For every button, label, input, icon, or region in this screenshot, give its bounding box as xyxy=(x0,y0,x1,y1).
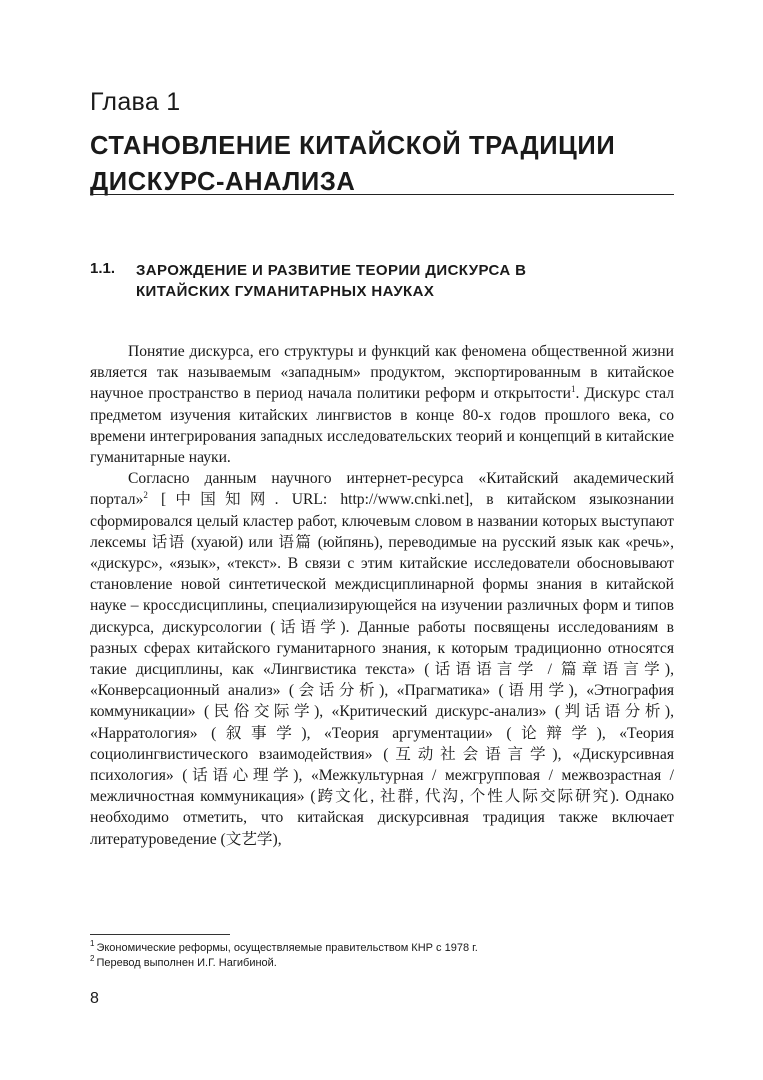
chapter-title: СТАНОВЛЕНИЕ КИТАЙСКОЙ ТРАДИЦИИ ДИСКУРС-АНАЛИЗА xyxy=(90,132,616,196)
chapter-label: Глава 1 xyxy=(90,88,181,116)
footnote-text: Перевод выполнен И.Г. Нагибиной. xyxy=(96,957,277,969)
paragraph-1 xyxy=(90,341,674,468)
footnote-2 xyxy=(90,956,674,971)
body-text xyxy=(90,341,674,850)
paragraph-2-text-a: Согласно данным научного интернет-ресурса «Китайский академический портал» xyxy=(90,470,674,509)
paragraph-2 xyxy=(90,468,674,850)
footnote-text: Экономические реформы, осуществляемые правительством КНР с 1978 г. xyxy=(96,942,478,954)
section-title: ЗАРОЖДЕНИЕ И РАЗВИТИЕ ТЕОРИИ ДИСКУРСА В КИТАЙСКИХ ГУМАНИТАРНЫХ НАУКАХ xyxy=(136,262,527,300)
footnote-divider xyxy=(90,934,230,935)
footnote-ref-2[interactable]: 2 xyxy=(143,490,148,501)
footnote-1 xyxy=(90,941,674,956)
footnote-ref-1[interactable]: 1 xyxy=(570,384,576,395)
paragraph-2-text-b: [中国知网. URL: http://www.cnki.net], в китайском языкознании сформировался целый кластер работ, ключевым словом в названии которых выступают лексемы 话语 (хуаюй) или 语篇 (юйпянь), переводимые на русский язык как «речь», «дискурс», «язык», «текст». В связи с этим китайские исследователи обосновывают становление новой синтетической междисциплинарной формы знания в китайской науке – кроссдисциплины, специализирующейся на изучении различных форм и типов дискурса, дискурсологии (话语学). Данные работы посвящены исследованиям в разных сферах китайского гуманитарного знания, к которым традиционно относятся такие дисциплины, как «Лингвистика текста» (话语语言学 / 篇章语言学), «Конверсационный анализ» (会话分析), «Прагматика» (语用学), «Этнография коммуникации» (民俗交际学), «Критический дискурс-анализ» (判话语分析), «Нарратология» (叙事学), «Теория аргументации» (论辩学), «Теория социолингвистического взаимодействия» (互动社会语言学), «Дискурсивная психология» (话语心理学), «Межкультурная / межгрупповая / межвозрастная / межличностная коммуникация» (跨文化, 社群, 代沟, 个性人际交际研究). Однако необходимо отметить, что китайская дискурсивная традиция также включает литературоведение (文艺学), xyxy=(90,491,674,848)
section-number: 1.1. xyxy=(90,260,116,277)
paragraph-1-text-b: . Дискурс стал предметом изучения китайских лингвистов в конце 80-х годов прошлого века, со времени интегрирования западных исследовательских теорий и концепций в китайские гуманитарные науки. xyxy=(90,385,674,467)
page-number: 8 xyxy=(90,990,99,1007)
footnotes xyxy=(90,941,674,971)
paragraph-1-text-a: Понятие дискурса, его структуры и функций как феномена общественной жизни является так называемым «западным» продуктом, экспортированным в китайское научное пространство в период начала политики реформ и открытости xyxy=(90,343,674,403)
footnote-mark: 1 xyxy=(90,939,95,949)
footnote-mark: 2 xyxy=(90,954,95,964)
chapter-divider xyxy=(90,194,674,195)
